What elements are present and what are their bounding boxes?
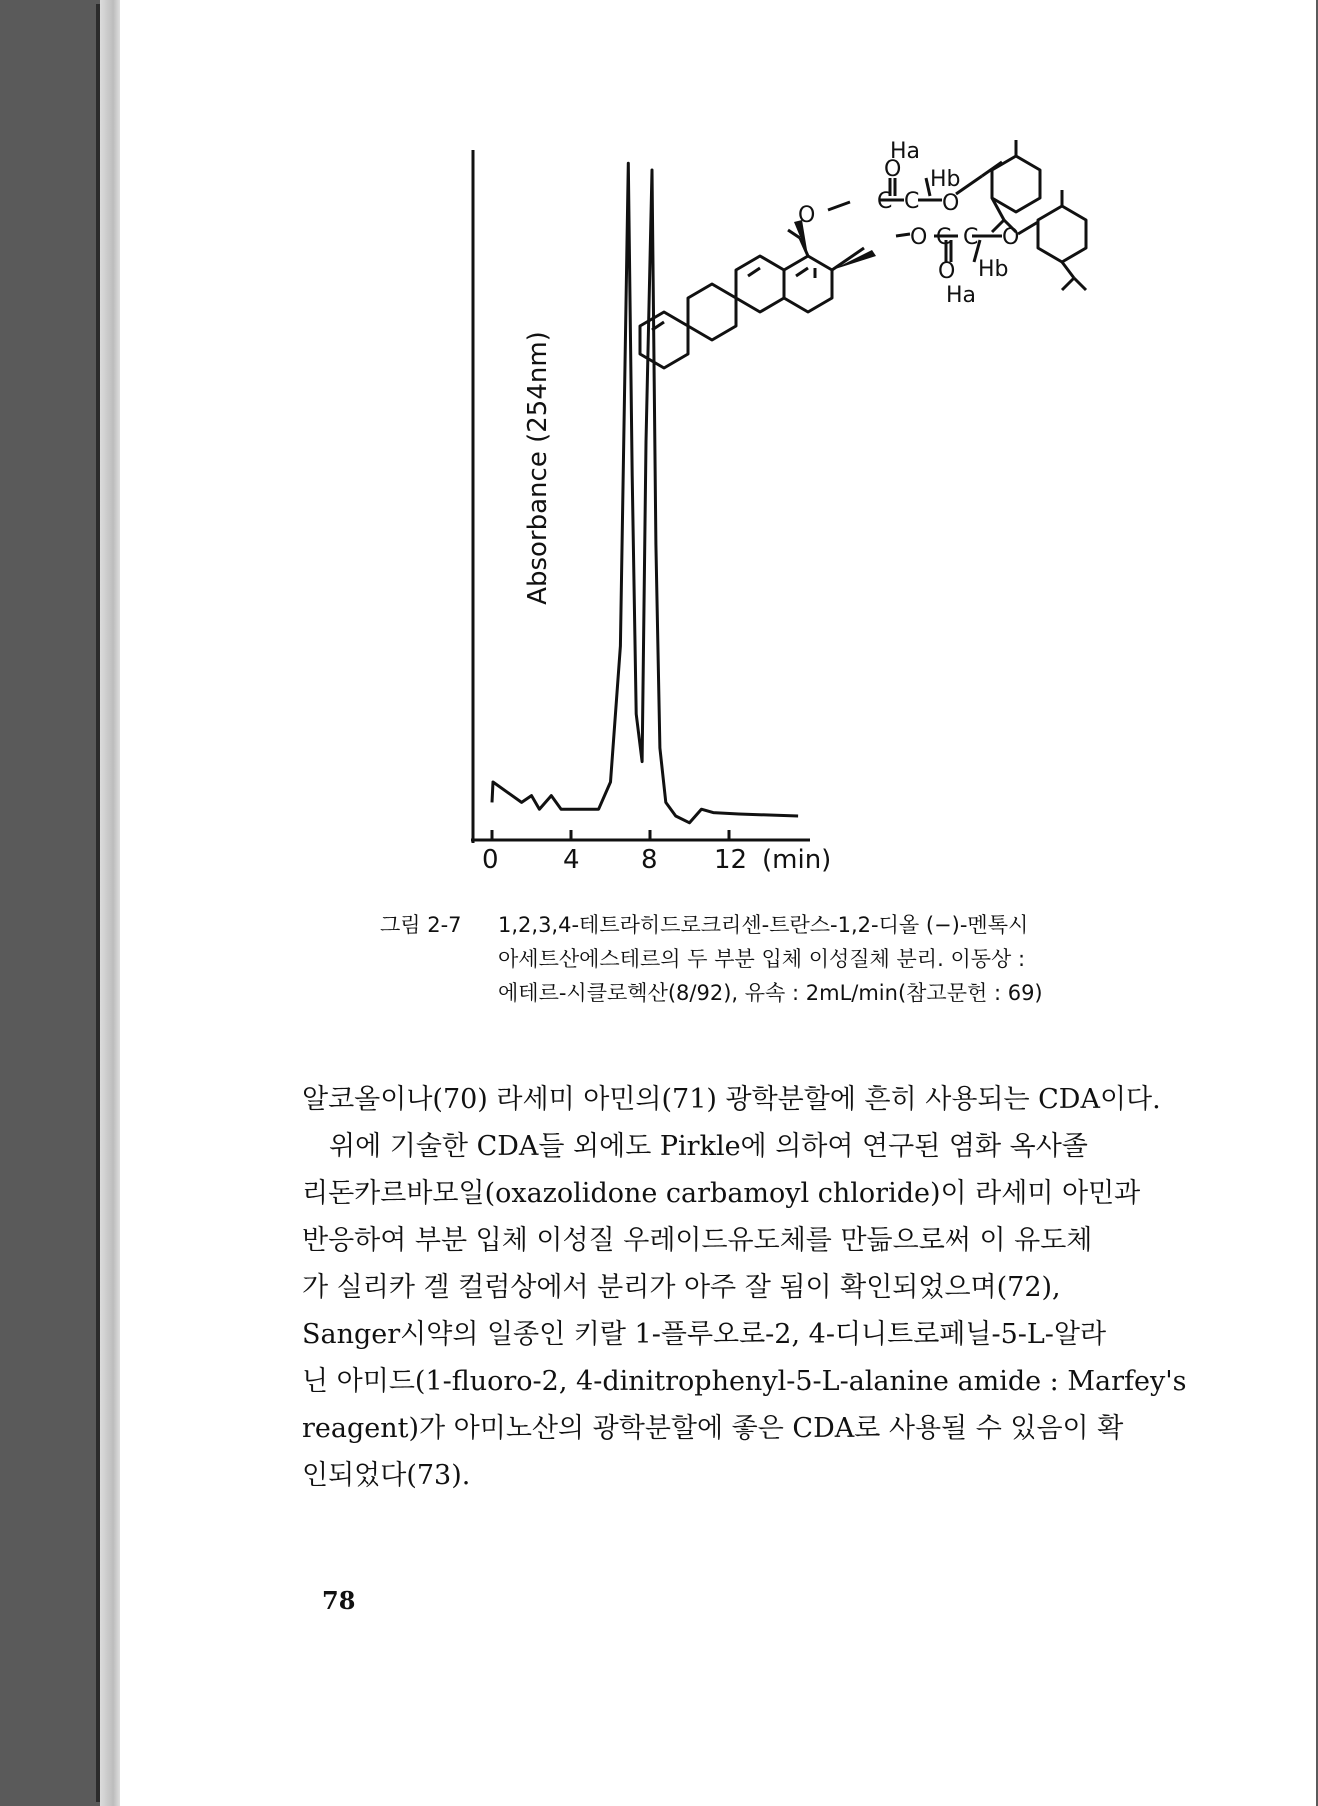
x-tick-label-4: 4: [563, 845, 580, 875]
x-axis-unit: (min): [762, 845, 832, 875]
caption-line: 에테르-시클로헥산(8/92), 유속 : 2mL/min(참고문헌 : 69): [498, 981, 1043, 1005]
x-tick-label-8: 8: [641, 845, 658, 875]
carbon-atom: C: [877, 189, 893, 214]
body-line: 위에 기술한 CDA들 외에도 Pirkle에 의하여 연구된 염화 옥사졸: [329, 1131, 1088, 1162]
oxygen-atom: O: [942, 191, 960, 216]
wedge-bond-1: [832, 250, 876, 270]
oxygen-atom: O: [938, 259, 956, 284]
body-line: 반응하여 부분 입체 이성질 우레이드유도체를 만듦으로써 이 유도체: [302, 1225, 1093, 1256]
body-line: 알코올이나(70) 라세미 아민의(71) 광학분할에 흔히 사용되는 CDA이다.: [302, 1084, 1161, 1115]
figure-caption: [380, 908, 1280, 1010]
x-tick-label-0: 0: [482, 845, 499, 875]
caption-line: 아세트산에스테르의 두 부분 입체 이성질체 분리. 이동상 :: [498, 947, 1026, 971]
page-edge: [100, 0, 122, 1806]
x-tick-label-12: 12: [714, 845, 748, 875]
body-line: reagent)가 아미노산의 광학분할에 좋은 CDA로 사용될 수 있음이 확: [302, 1413, 1124, 1444]
caption-label: 그림 2-7: [380, 913, 462, 937]
body-line: Sanger시약의 일종인 키랄 1-플루오로-2, 4-디니트로페닐-5-L-알라: [302, 1319, 1107, 1350]
carbon-atom: C: [904, 189, 920, 214]
figure-2-7: [120, 0, 1316, 880]
chemical-structure: [120, 0, 1316, 880]
oxygen-atom: O: [798, 203, 816, 228]
oxygen-atom: O: [1002, 225, 1020, 250]
ha-bottom-label: Ha: [946, 283, 977, 308]
ha-top-label: Ha: [890, 139, 921, 164]
body-line: 가 실리카 겔 컬럼상에서 분리가 아주 잘 됨이 확인되었으며(72),: [302, 1272, 1061, 1303]
caption-line: 1,2,3,4-테트라히드로크리센-트란스-1,2-디올 (−)-멘톡시: [498, 913, 1029, 937]
oxygen-atom: O: [910, 225, 928, 250]
carbon-atom: C: [936, 225, 952, 250]
molecule-bonds: [640, 140, 1086, 368]
carbon-atom: C: [963, 225, 979, 250]
y-axis-label: Absorbance (254nm): [523, 331, 553, 605]
book-page: [120, 0, 1316, 1806]
body-line: 닌 아미드(1-fluoro-2, 4-dinitrophenyl-5-L-alanine amide : Marfey's: [302, 1366, 1187, 1397]
page-number: 78: [322, 1586, 356, 1615]
oxygen-atom: O: [884, 157, 902, 182]
body-line: 리돈카르바모일(oxazolidone carbamoyl chloride)이 라세미 아민과: [302, 1178, 1141, 1209]
body-line: 인되었다(73).: [302, 1460, 471, 1491]
hb-top-label: Hb: [930, 167, 961, 192]
hb-bottom-label: Hb: [978, 257, 1009, 282]
body-text: [302, 1076, 1317, 1499]
